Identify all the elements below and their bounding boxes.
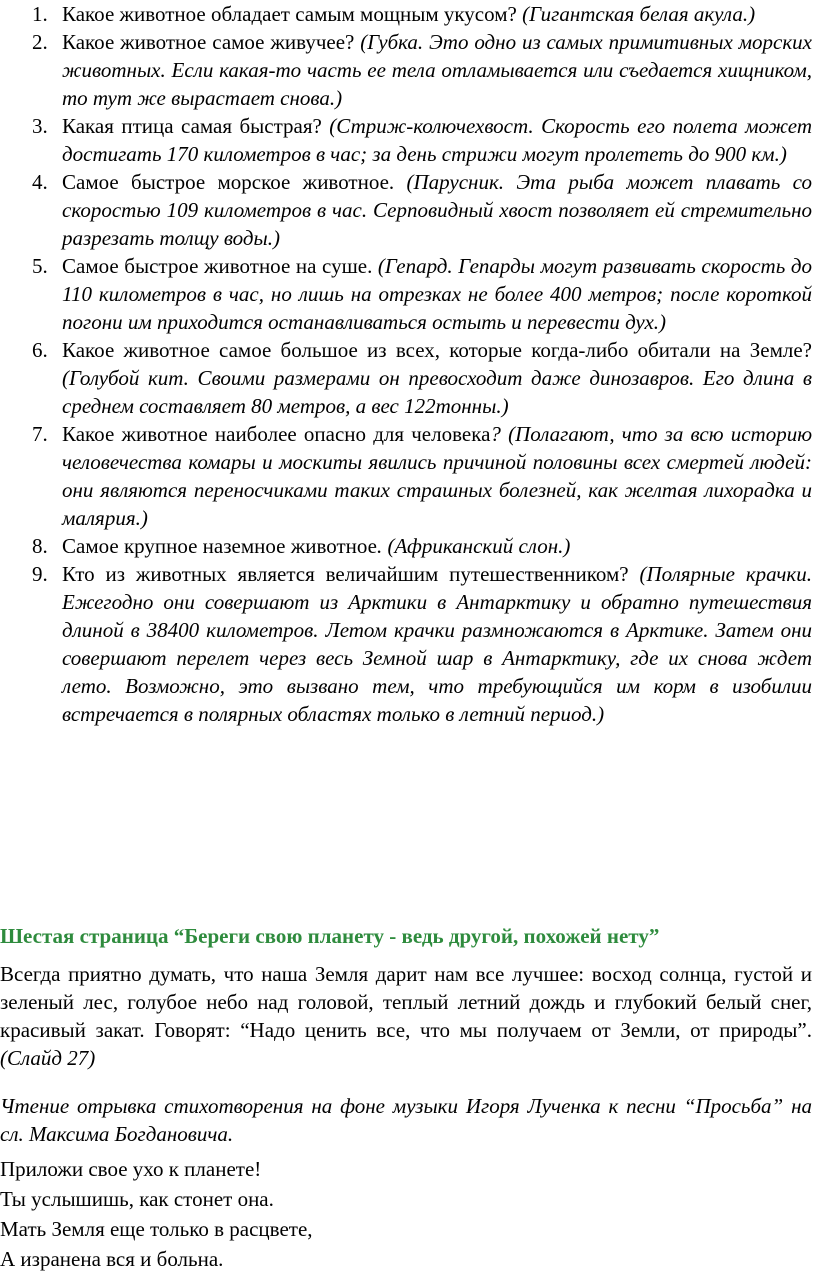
poem-line: Мать Земля еще только в расцвете, (0, 1217, 313, 1241)
item-number: 2. (32, 30, 48, 54)
answer-text: . (Африканский слон.) (376, 534, 571, 558)
answer-text: (Гигантская белая акула.) (516, 2, 756, 26)
item-number: 6. (32, 338, 48, 362)
poem-line: Приложи свое ухо к планете! (0, 1157, 262, 1181)
poem-line: Ты услышишь, как стонет она. (0, 1187, 274, 1211)
answer-text: (Губка. Это одно из самых примитивных морских животных. Если какая-то часть ее тела отламывается или съедается хищником, то тут же вырастает снова.) (62, 30, 813, 110)
question-text: Какое животное самое живучее? (62, 30, 355, 54)
question-text: Какое животное обладает самым мощным укусом? (62, 2, 517, 26)
answer-text: ? (Полагают, что за всю историю человечества комары и москиты явились причиной половины всех смертей людей: они являются переносчиками таких страшных болезней, как желтая лихорадка и малярия.) (62, 422, 813, 530)
item-number: 4. (32, 170, 48, 194)
poem (0, 1154, 313, 1274)
item-number: 1. (32, 2, 48, 26)
item-number: 8. (32, 534, 48, 558)
list-item (0, 0, 816, 28)
list-item (0, 252, 816, 336)
list-item (0, 168, 816, 252)
section-title: Шестая страница “Береги свою планету - ведь другой, похожей нету” (0, 924, 660, 948)
item-number: 9. (32, 562, 48, 586)
question-text: Самое быстрое морское животное. (62, 170, 395, 194)
question-text: Самое быстрое животное на суше. (62, 254, 373, 278)
answer-text: (Стриж-колючехвост. Скорость его полета может достигать 170 километров в час; за день стрижи могут пролететь до 900 км.) (62, 114, 812, 166)
item-number: 5. (32, 254, 48, 278)
list-item (0, 336, 816, 420)
question-text: Кто из животных является величайшим путешественником? (62, 562, 629, 586)
answer-text: (Гепард. Гепарды могут развивать скорость до 110 километров в час, но лишь на отрезках не более 400 метров; после короткой погони им приходится останавливаться остыть и перевести дух.) (62, 254, 812, 334)
item-number: 3. (32, 114, 48, 138)
question-text: Какое животное самое большое из всех, которые когда-либо обитали на Земле? (62, 338, 812, 362)
slide-reference: (Слайд 27) (0, 1046, 96, 1070)
answer-text: (Полярные крачки. Ежегодно они совершают из Арктики в Антарктику и обратно путешествия длиной в 38400 километров. Летом крачки размножаются в Арктике. Затем они совершают перелет через весь Земной шар в Антарктику, где их снова ждет лето. Возможно, это вызвано тем, что требующийся им корм в изобилии встречается в полярных областях только в летний период.) (62, 562, 812, 726)
question-text: Самое крупное наземное животное (62, 534, 377, 558)
item-number: 7. (32, 422, 48, 446)
question-text: Какая птица самая быстрая? (62, 114, 322, 138)
list-item (0, 28, 816, 112)
question-text: Какое животное наиболее опасно для человека (62, 422, 491, 446)
answer-text: (Голубой кит. Своими размерами он превосходит даже динозавров. Его длина в среднем составляет 80 метров, а вес 122тонны.) (62, 366, 812, 418)
list-item (0, 420, 816, 532)
poem-line: А изранена вся и больна. (0, 1247, 224, 1271)
list-item (0, 112, 816, 168)
intro-text: Всегда приятно думать, что наша Земля дарит нам все лучшее: восход солнца, густой и зеленый лес, голубое небо над головой, теплый летний дождь и глубокий белый снег, красивый закат. Говорят: “Надо ценить все, что мы получаем от Земли, от природы”. (0, 962, 812, 1042)
list-item (0, 532, 816, 560)
list-item (0, 560, 816, 728)
reading-instruction: Чтение отрывка стихотворения на фоне музыки Игоря Лученка к песни “Просьба” на сл. Максима Богдановича. (0, 1094, 812, 1146)
intro-paragraph (0, 960, 812, 1072)
answer-text: (Парусник. Эта рыба может плавать со скоростью 109 километров в час. Серповидный хвост позволяет ей стремительно разрезать толщу воды.) (62, 170, 812, 250)
